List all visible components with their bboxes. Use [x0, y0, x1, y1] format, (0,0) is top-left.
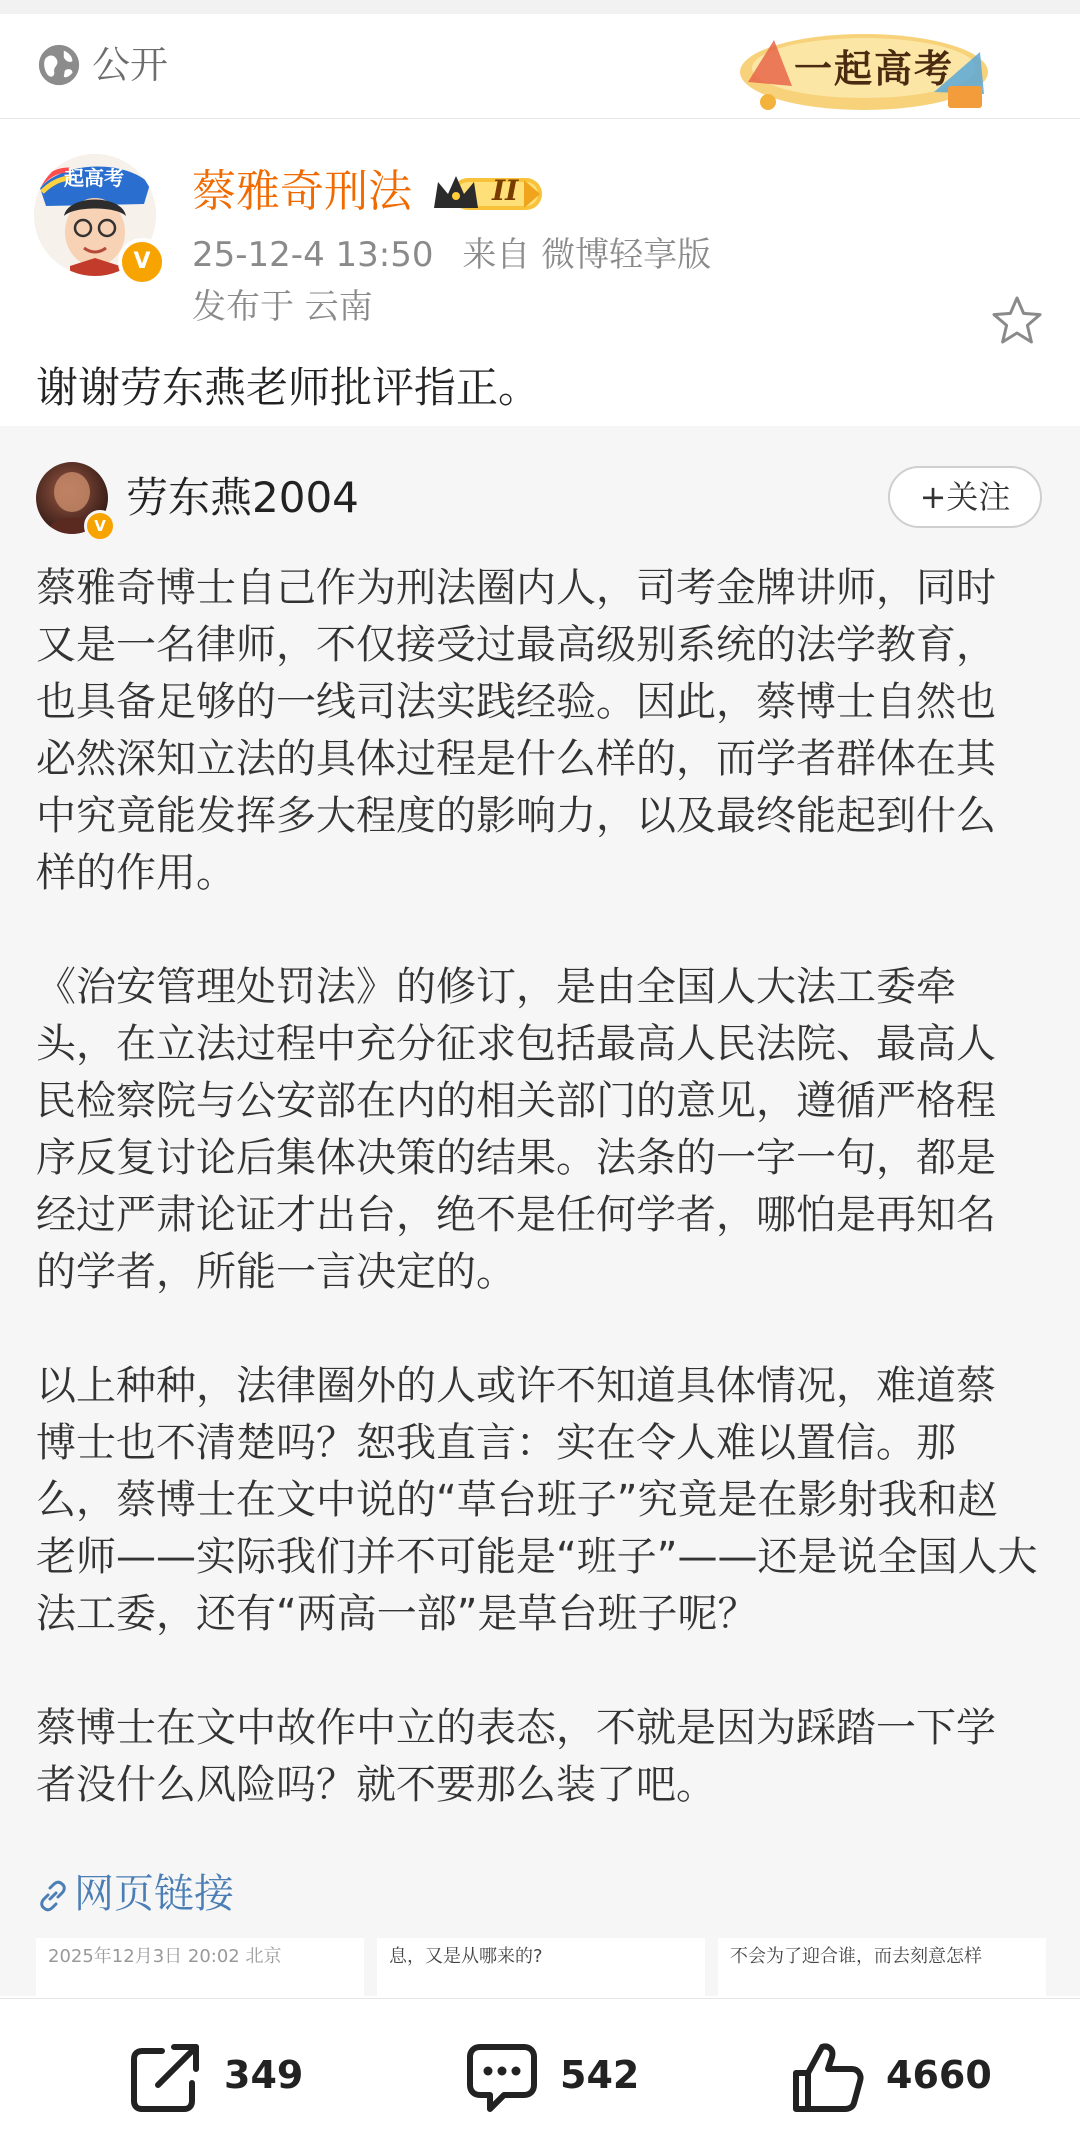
post-location: 发布于 云南: [192, 287, 373, 327]
comment-count: 542: [560, 2053, 640, 2097]
thumbnail-image[interactable]: [377, 1938, 705, 1996]
thumbnail-text: 不会为了迎合谁，而去刻意怎样: [730, 1946, 982, 1967]
share-button[interactable]: [128, 1999, 348, 2155]
favorite-star-icon[interactable]: [990, 294, 1044, 348]
repost-author-name[interactable]: 劳东燕2004: [126, 473, 359, 522]
visibility-label: 公开: [92, 43, 169, 87]
thumbnail-image[interactable]: [718, 1938, 1046, 1996]
visibility-bar: [0, 14, 1080, 119]
post-source[interactable]: 来自 微博轻享版: [462, 235, 712, 275]
thumbnail-image[interactable]: [36, 1938, 364, 1996]
post-time: 25-12-4 13:50: [192, 235, 434, 275]
status-strip: [0, 0, 1080, 14]
post-meta: [192, 232, 729, 278]
globe-icon: [36, 42, 82, 88]
banner-text: 一起高考: [794, 46, 955, 91]
repost-paragraph: 蔡博士在文中故作中立的表态，不就是因为踩踏一下学 者没什么风险吗？就不要那么装了吧。: [36, 1705, 996, 1808]
thumbnail-text: 2025年12月3日 20:02 北京: [48, 1946, 282, 1967]
author-name[interactable]: 蔡雅奇刑法: [192, 166, 412, 217]
image-thumbnails: [36, 1938, 1046, 1996]
share-icon: [128, 2039, 204, 2115]
topic-banner[interactable]: [734, 22, 994, 118]
verified-badge-icon: V: [118, 238, 166, 286]
member-level: II: [492, 174, 519, 207]
post-text: 谢谢劳东燕老师批评指正。: [36, 363, 541, 412]
repost-body: [36, 560, 1046, 1871]
web-link-label: 网页链接: [74, 1871, 234, 1917]
action-bar: [0, 1998, 1080, 2155]
thumbnail-text: 息，又是从哪来的?: [389, 1946, 543, 1967]
repost-paragraph: 蔡雅奇博士自己作为刑法圈内人，司考金牌讲师，同时 又是一名律师，不仅接受过最高级别系统的法学教育， 也具备足够的一线司法实践经验。因此，蔡博士自然也 必然深知立法的具体过程是什么样的，而学者群体在其 中究竟能发挥多大程度的影响力，以及最终能起到什么 样的作用。: [36, 565, 996, 896]
like-button[interactable]: [790, 1999, 1030, 2155]
like-count: 4660: [886, 2053, 992, 2097]
comment-icon: [464, 2039, 540, 2115]
comment-button[interactable]: [464, 1999, 684, 2155]
thumbs-up-icon: [790, 2039, 866, 2115]
reposted-weibo[interactable]: [0, 426, 1080, 1996]
link-icon: [36, 1879, 70, 1913]
follow-button[interactable]: +关注: [888, 466, 1042, 528]
avatar-text: 起高考: [64, 166, 124, 190]
crown-icon: [430, 170, 546, 216]
share-count: 349: [224, 2053, 304, 2097]
web-link[interactable]: [36, 1866, 234, 1922]
repost-paragraph: 以上种种，法律圈外的人或许不知道具体情况，难道蔡 博士也不清楚吗？恕我直言：实在令人难以置信。那 么，蔡博士在文中说的“草台班子”究竟是在影射我和赵 老师——实际我们并不可能是“班子”——还是说全国人大 法工委，还有“两高一部”是草台班子呢？: [36, 1363, 1038, 1637]
member-level-badge[interactable]: [430, 170, 546, 216]
repost-verified-badge-icon: V: [84, 510, 116, 542]
repost-paragraph: 《治安管理处罚法》的修订，是由全国人大法工委牵 头，在立法过程中充分征求包括最高人民法院、最高人 民检察院与公安部在内的相关部门的意见，遵循严格程 序反复讨论后集体决策的结果。法条的一字一句，都是 经过严肃论证才出台，绝不是任何学者，哪怕是再知名 的学者，所能一言决定的。: [36, 964, 996, 1295]
